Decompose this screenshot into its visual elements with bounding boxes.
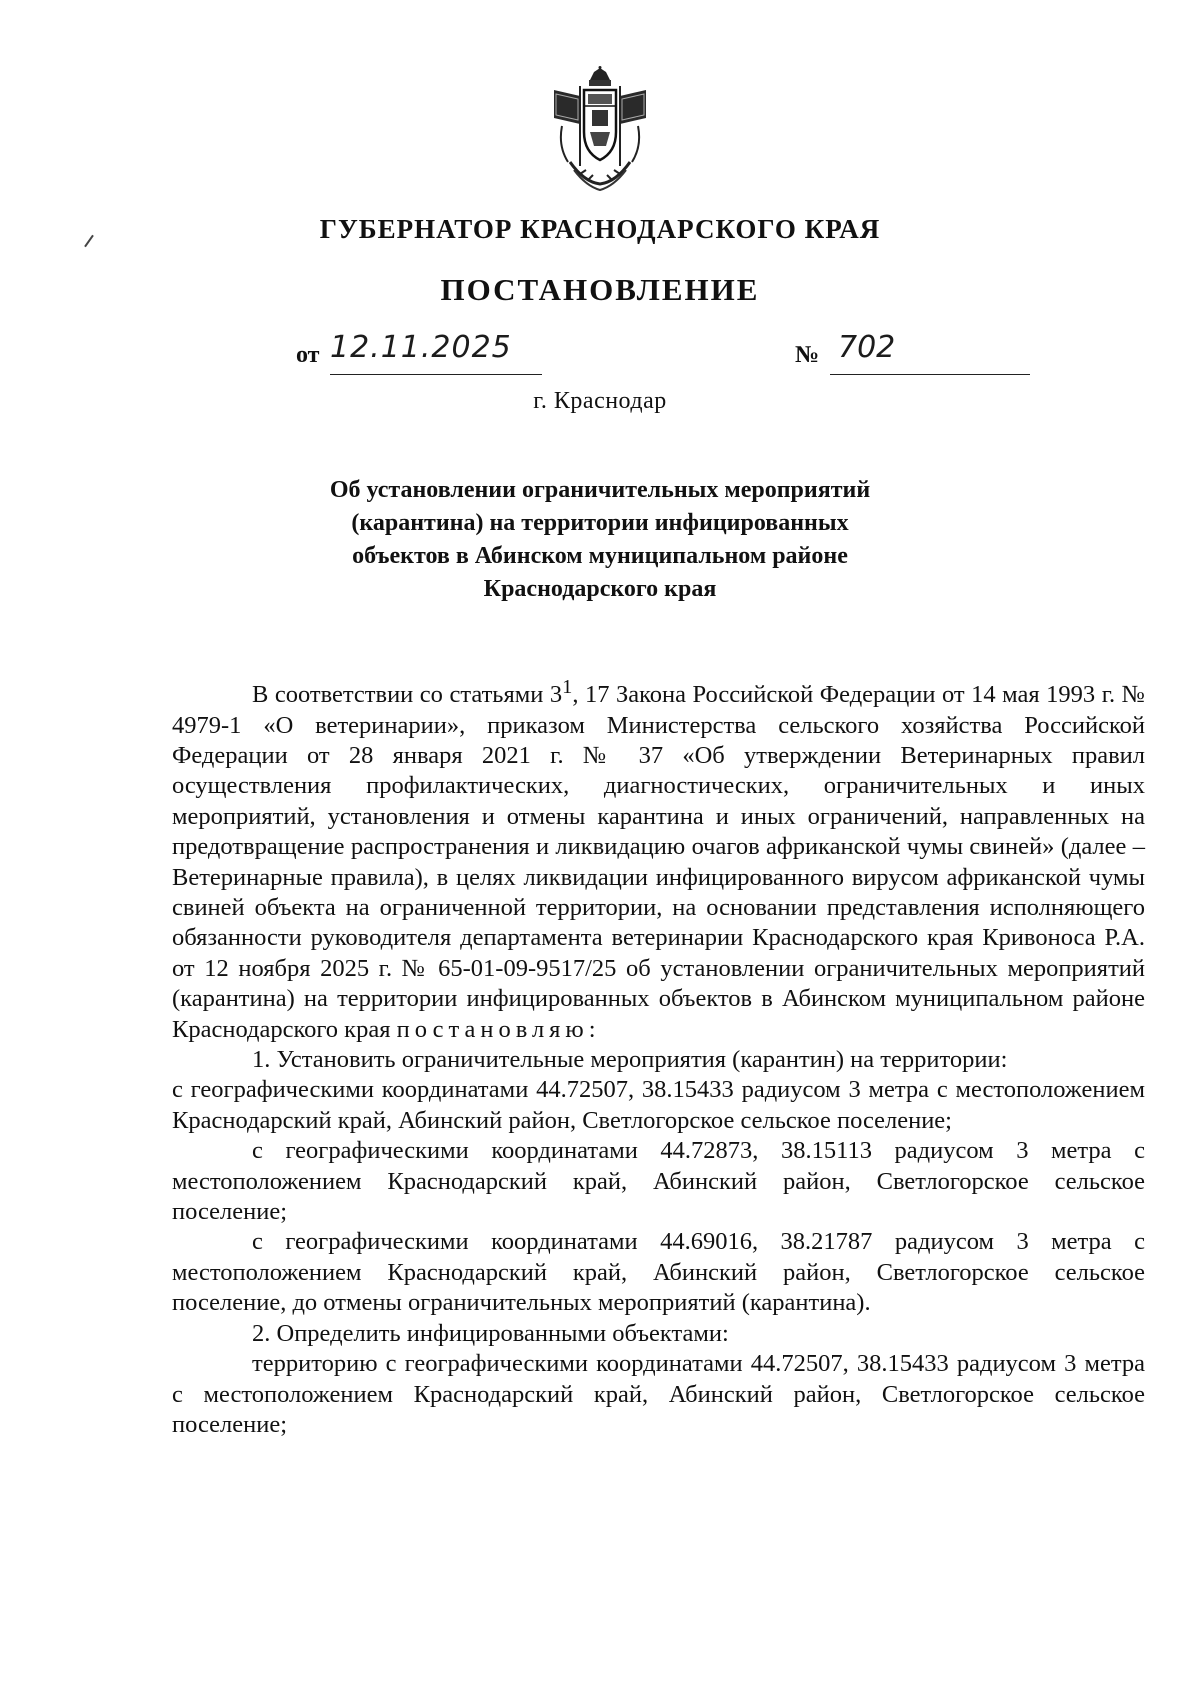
date-prefix-label: от: [296, 342, 320, 368]
number-prefix-label: №: [795, 342, 820, 368]
date-underline: [330, 374, 542, 375]
handwritten-number: 702: [838, 330, 896, 365]
document-type-title: ПОСТАНОВЛЕНИЕ: [440, 272, 760, 307]
item-1-location-b: с географическими координатами 44.72873, 38.15113 радиусом 3 метра с местоположением Краснодарский край, Абинский район, Светлогорское сельское поселение;: [172, 1137, 1145, 1226]
item-2-location-a: территорию с географическими координатами 44.72507, 38.15433 радиусом 3 метра с местоположением Краснодарский край, Абинский район, Светлогорское сельское поселение;: [172, 1350, 1145, 1438]
item-1-location-c: с географическими координатами 44.69016, 38.21787 радиусом 3 метра с местоположением Краснодарский край, Абинский район, Светлогорское сельское поселение, до отмены ограничительных мероприятий (карантина).: [172, 1228, 1145, 1317]
city-label: г. Краснодар: [533, 388, 667, 414]
subject-line: Краснодарского края: [483, 576, 717, 602]
preamble-paragraph: [172, 672, 1145, 1045]
document-subject: [0, 474, 1200, 606]
date-number-line: [0, 330, 1200, 380]
article-superscript: 1: [562, 676, 573, 698]
item-1-location-a: с географическими координатами 44.72507, 38.15433 радиусом 3 метра с местоположением Краснодарский край, Абинский район, Светлогорское сельское поселение;: [172, 1076, 1145, 1134]
issuer-title: ГУБЕРНАТОР КРАСНОДАРСКОГО КРАЯ: [319, 214, 881, 244]
document-body: [172, 672, 1145, 1440]
preamble-text-start: В соответствии со статьями 3: [252, 681, 563, 709]
handwritten-date: 12.11.2025: [330, 330, 512, 365]
preamble-text: , 17 Закона Российской Федерации от 14 мая 1993 г. № 4979-1 «О ветеринарии», приказом Министерства сельского хозяйства Российской Федерации от 28 января 2021 г. № 37 «Об утверждении Ветеринарных правил осуществления профилактических, диагностических, ограничительных и иных мероприятий, установления и отмены карантина и иных ограничений, направленных на предотвращение распространения и ликвидацию очагов африканской чумы свиней» (далее – Ветеринарные правила), в целях ликвидации инфицированного вирусом африканской чумы свиней объекта на ограниченной территории, на основании представления исполняющего обязанности руководителя департамента ветеринарии Краснодарского края Кривоноса Р.А. от 12 ноября 2025 г. № 65-01-09-9517/25 об установлении ограничительных мероприятий (карантина) на территории инфицированных объектов в Абинском муниципальном районе Краснодарского края: [172, 681, 1145, 1043]
number-underline: [830, 374, 1030, 375]
subject-line: объектов в Абинском муниципальном районе: [352, 543, 848, 569]
subject-line: Об установлении ограничительных мероприятий: [329, 477, 871, 503]
subject-line: (карантина) на территории инфицированных: [351, 510, 849, 536]
krasnodar-coat-of-arms-emblem: [540, 66, 660, 196]
resolve-word: постановляю:: [396, 1015, 601, 1043]
item-1-intro: 1. Установить ограничительные мероприятия (карантин) на территории:: [252, 1046, 1008, 1074]
item-2-intro: 2. Определить инфицированными объектами:: [252, 1319, 729, 1347]
